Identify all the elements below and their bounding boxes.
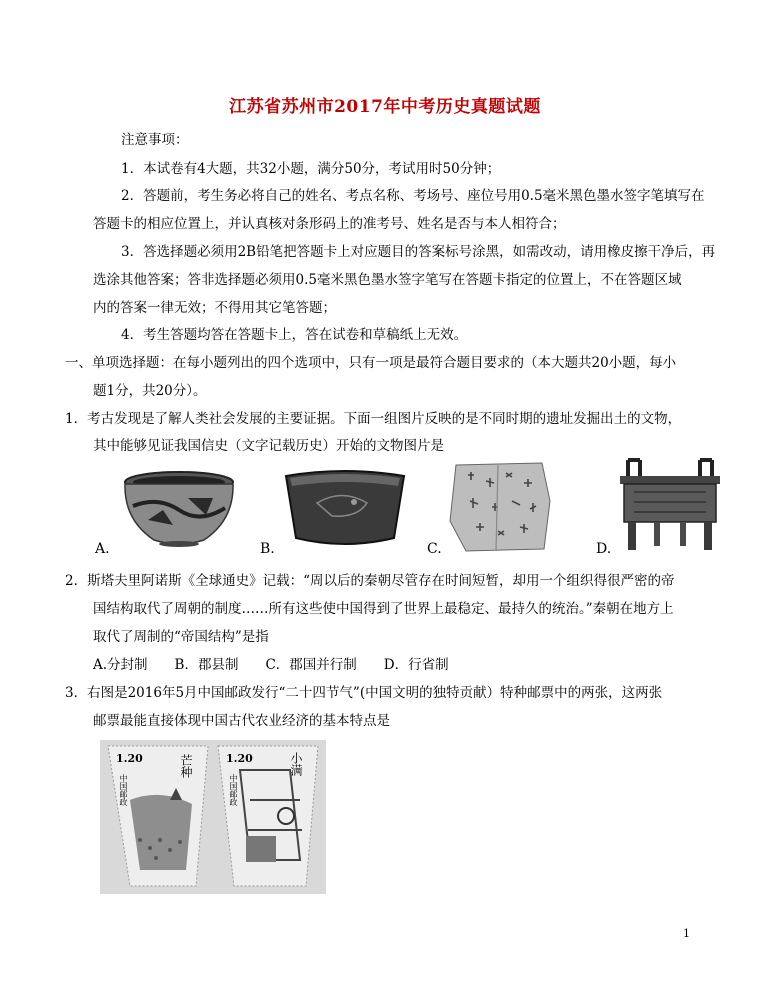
option-b-label: B. (260, 541, 275, 557)
section-heading-cont: 题1分，共20分）。 (93, 383, 207, 399)
stamp-1-price: 1.20 (116, 752, 143, 765)
notice-line: 答题卡的相应位置上，并认真核对条形码上的准考号、姓名是否与本人相符合； (93, 216, 566, 232)
stamps-image (100, 740, 326, 894)
stamp-2-price: 1.20 (226, 752, 253, 765)
question-2-text: 2．斯塔夫里阿诺斯《全球通史》记载：“周以后的秦朝尽管存在时间短暂，却用一个组织得很严密的帝 (65, 573, 675, 589)
black-pottery-vessel-icon (282, 468, 408, 548)
option-c-label: C. (427, 541, 442, 557)
question-1-text: 1．考古发现是了解人类社会发展的主要证据。下面一组图片反映的是不同时期的遗址发掘出土的文物， (65, 411, 682, 427)
question-3-text: 邮票最能直接体现中国古代农业经济的基本特点是 (93, 713, 390, 729)
notice-line: 1．本试卷有4大题，共32小题，满分50分，考试用时50分钟； (121, 161, 501, 177)
stamp-2-name: 小满 (289, 752, 303, 776)
notice-line: 4．考生答题均答在答题卡上，答在试卷和草稿纸上无效。 (121, 327, 468, 343)
section-heading: 一、单项选择题：在每小题列出的四个选项中，只有一项是最符合题目要求的（本大题共20小题，每小 (65, 355, 677, 371)
notice-line: 3．答选择题必须用2B铅笔把答题卡上对应题目的答案标号涂黑，如需改动，请用橡皮擦干净后，再 (121, 244, 716, 260)
painted-pottery-bowl-icon (118, 470, 240, 548)
stamp-1-country: 中国邮政 (119, 774, 128, 806)
notice-line: 内的答案一律无效；不得用其它笔答题； (93, 300, 336, 316)
page-number: 1 (683, 927, 690, 940)
question-2-text: 取代了周制的“帝国结构”是指 (93, 629, 269, 645)
bronze-ding-cauldron-icon (614, 458, 726, 552)
question-2-text: 国结构取代了周朝的制度……所有这些使中国得到了世界上最稳定、最持久的统治。”秦朝在地方上 (93, 601, 674, 617)
oracle-bone-inscription-icon (446, 461, 552, 553)
question-1-text: 其中能够见证我国信史（文字记载历史）开始的文物图片是 (93, 438, 444, 454)
question-3-text: 3．右图是2016年5月中国邮政发行“二十四节气”(中国文明的独特贡献）特种邮票中的两张，这两张 (65, 685, 663, 701)
stamp-2-country: 中国邮政 (229, 774, 238, 806)
stamp-1-name: 芒种 (179, 754, 193, 778)
notice-heading: 注意事项： (121, 132, 189, 148)
question-2-options: A.分封制 B．郡县制 C．郡国并行制 D．行省制 (93, 657, 449, 673)
exam-title: 江苏省苏州市2017年中考历史真题试题 (229, 97, 541, 117)
option-d-label: D. (596, 541, 612, 557)
option-a-label: A. (95, 541, 110, 557)
notice-line: 选涂其他答案；答非选择题必须用0.5毫米黑色墨水签字笔写在答题卡指定的位置上，不在答题区域 (93, 272, 682, 288)
notice-line: 2．答题前，考生务必将自己的姓名、考点名称、考场号、座位号用0.5毫米黑色墨水签字笔填写在 (121, 188, 705, 204)
